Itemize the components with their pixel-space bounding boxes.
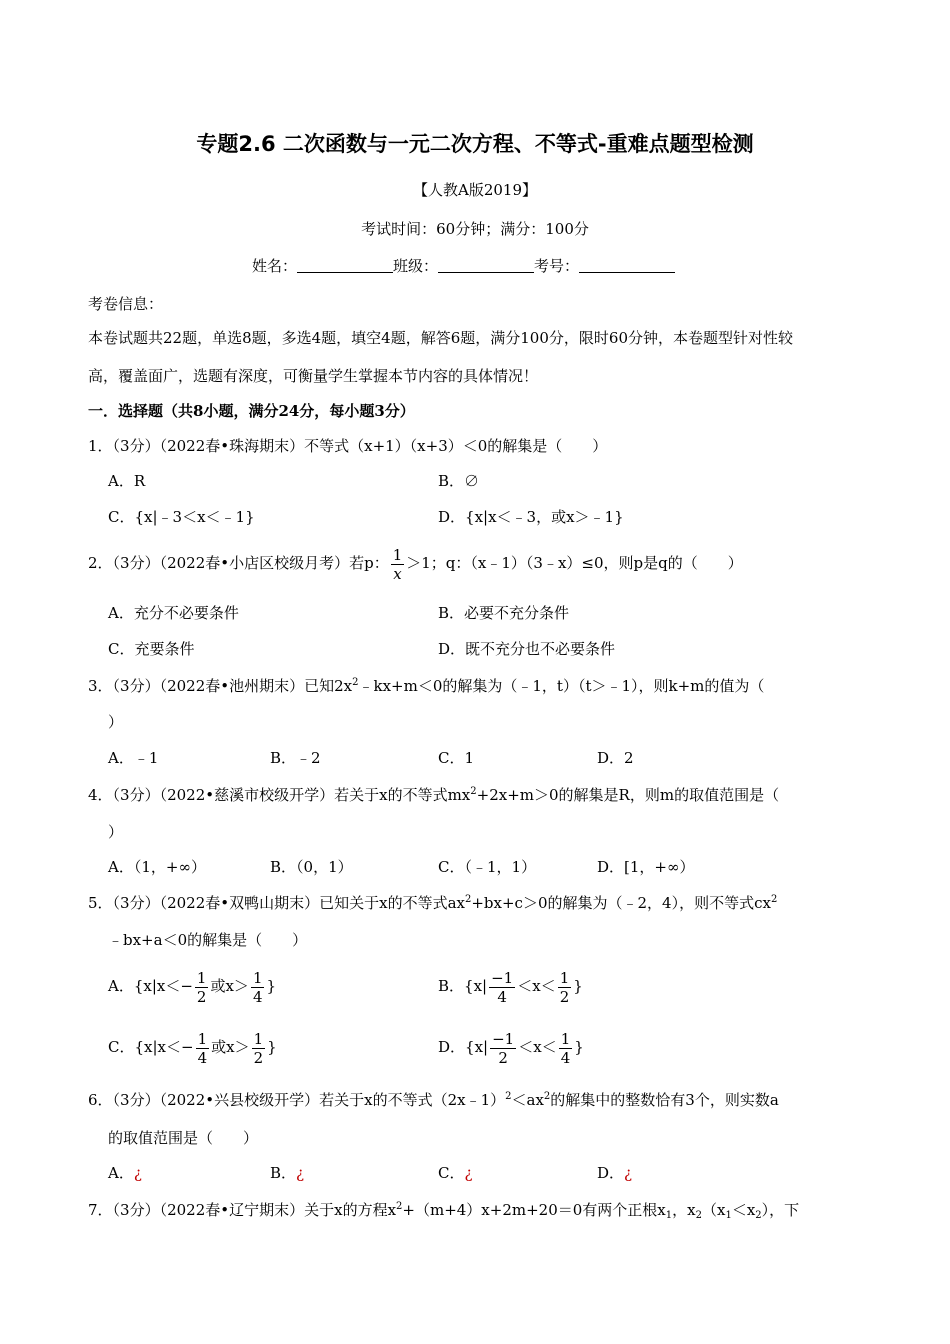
q5-option-b: B．{x| $\frac{-1}{4}$ ＜x＜ $\frac{1}{2}$ } <box>438 968 583 1006</box>
q5-stem: 5．（3分）（2022春•双鸭山期末）已知关于x的不等式$ax^2+bx+c>0$的解集为（﹣2，4），则不等式$cx^2$ <box>88 894 778 912</box>
q2-option-c: C．充要条件 <box>108 640 195 658</box>
q6-option-c: C．¿ <box>438 1164 473 1182</box>
q4-option-a: A．（1，+∞） <box>108 858 206 876</box>
q4-option-c: C．（﹣1，1） <box>438 858 537 876</box>
edition-label: 【人教A版2019】 <box>412 181 537 199</box>
q6-stem: 6．（3分）（2022•兴县校级开学）若关于x的不等式$(2x﹣1)^2<ax^2$的解集中的整数恰有3个，则实数a <box>88 1091 779 1109</box>
info-line-2: 高，覆盖面广，选题有深度，可衡量学生掌握本节内容的具体情况！ <box>88 367 539 385</box>
exam-time: 考试时间：60分钟；满分：100分 <box>361 220 589 238</box>
number-label: 考号： <box>534 257 580 275</box>
student-info-row <box>252 256 675 276</box>
q5-stem-cont: ﹣bx+a＜0的解集是（ ） <box>108 931 308 949</box>
q2-stem: 2．（3分）（2022春•小店区校级月考）若p： $\frac{1}{x}$ ＞1；q：（x﹣1）（3﹣x）≤0，则p是q的（ ） <box>88 545 743 583</box>
q6-option-b: B．¿ <box>270 1164 305 1182</box>
q3-stem-cont: ） <box>108 713 124 731</box>
q1-stem: 1．（3分）（2022春•珠海期末）不等式（x+1）（x+3）＜0的解集是（ ） <box>88 437 608 455</box>
q4-stem-cont: ） <box>108 823 124 841</box>
name-blank[interactable] <box>297 258 393 273</box>
section-heading: 一．选择题（共8小题，满分24分，每小题3分） <box>88 402 415 420</box>
q2-option-d: D．既不充分也不必要条件 <box>438 640 616 658</box>
document-title: 专题2.6 二次函数与一元二次方程、不等式-重难点题型检测 <box>196 132 754 156</box>
q2-option-b: B．必要不充分条件 <box>438 604 570 622</box>
q4-option-b: B．（0，1） <box>270 858 353 876</box>
q1-option-c: C．{x|﹣3＜x＜﹣1} <box>108 508 255 526</box>
q7-stem: 7．（3分）（2022春•辽宁期末）关于x的方程$x^2+(m+4)x+2m+20=0$有两个正根$x_1$，$x_2(x_1<x_2)$，下 <box>88 1201 800 1221</box>
number-blank[interactable] <box>579 258 675 273</box>
q3-option-c: C．1 <box>438 749 475 767</box>
q5-option-a: A．{x|x＜− $\frac{1}{2}$ 或x＞ $\frac{1}{4}$ } <box>108 968 277 1006</box>
q6-stem-cont: 的取值范围是（ ） <box>108 1129 259 1147</box>
q2-fraction: $\frac{1}{x}$ <box>392 545 403 583</box>
q5-option-c: C．{x|x＜− $\frac{1}{4}$ 或x＞ $\frac{1}{2}$ } <box>108 1029 277 1067</box>
q6-option-a: A．¿ <box>108 1164 142 1182</box>
q4-stem: 4．（3分）（2022•慈溪市校级开学）若关于x的不等式$mx^2+2x+m>0$的解集是R，则m的取值范围是（ <box>88 786 780 804</box>
q6-option-d: D．¿ <box>597 1164 633 1182</box>
q4-option-d: D．[1，+∞） <box>597 858 695 876</box>
q5-option-d: D．{x| $\frac{-1}{2}$ ＜x＜ $\frac{1}{4}$ } <box>438 1029 584 1067</box>
q3-option-d: D．2 <box>597 749 634 767</box>
q3-stem: 3．（3分）（2022春•池州期末）已知$2x^2﹣kx+m<0$的解集为（﹣1，t）（t＞﹣1），则k+m的值为（ <box>88 677 765 695</box>
q3-option-b: B．﹣2 <box>270 749 321 767</box>
class-label: 班级： <box>393 257 439 275</box>
name-label: 姓名： <box>252 257 298 275</box>
q2-option-a: A．充分不必要条件 <box>108 604 239 622</box>
q1-option-b: B．∅ <box>438 472 480 490</box>
q3-option-a: A．﹣1 <box>108 749 159 767</box>
q1-option-d: D．{x|x＜﹣3，或x＞﹣1} <box>438 508 624 526</box>
info-heading: 考卷信息： <box>88 295 164 313</box>
info-line-1: 本卷试题共22题，单选8题，多选4题，填空4题，解答6题，满分100分，限时60分钟，本卷题型针对性较 <box>88 329 793 347</box>
q1-option-a: A．R <box>108 472 146 490</box>
class-blank[interactable] <box>438 258 534 273</box>
